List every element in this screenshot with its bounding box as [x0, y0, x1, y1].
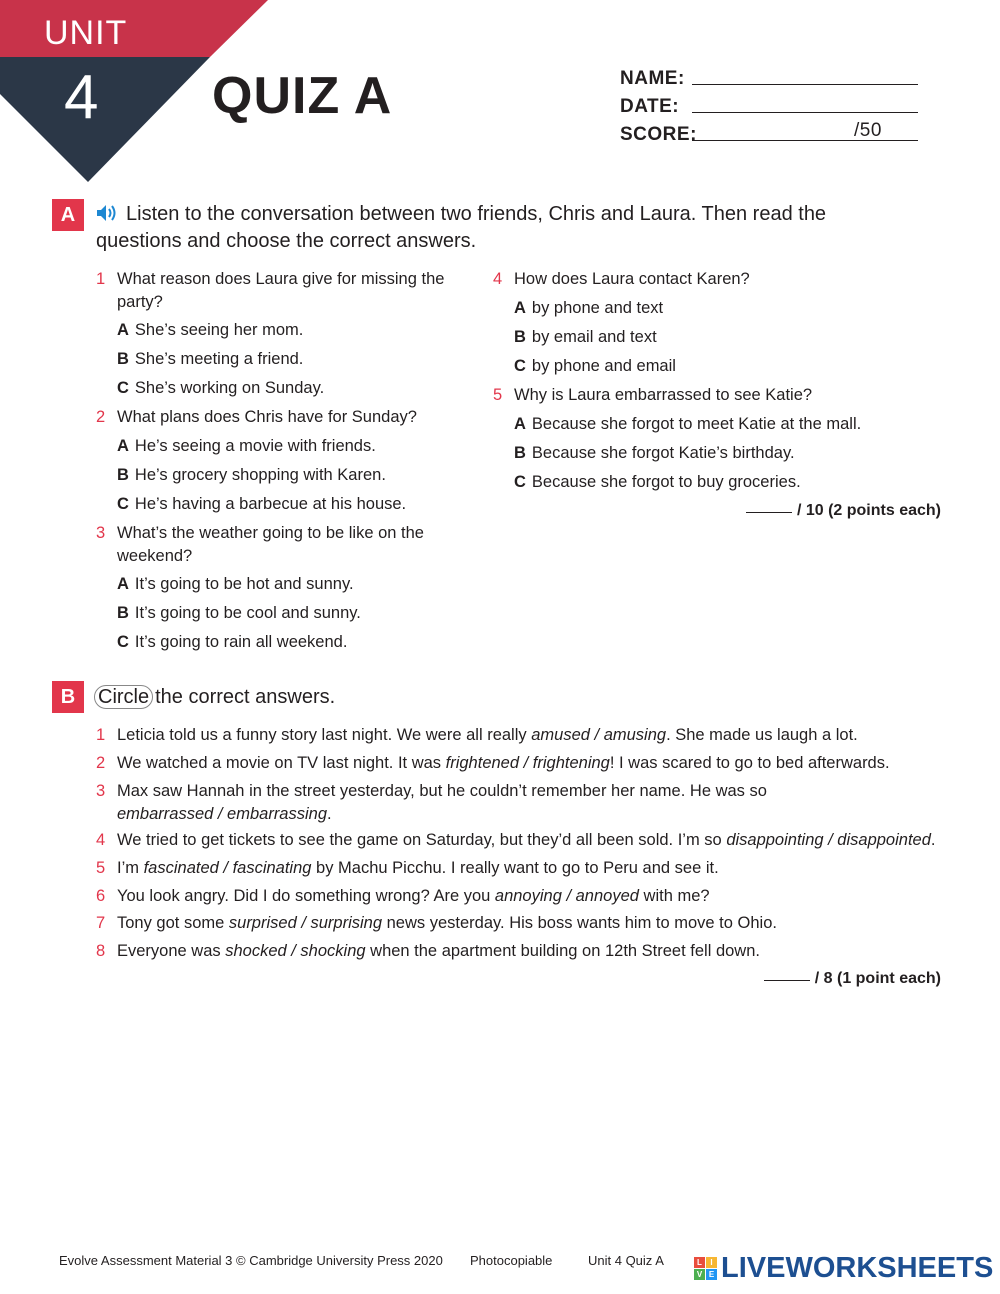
section-a-score [746, 502, 941, 520]
option-text: Because she forgot to meet Katie at the mall. [531, 415, 862, 433]
option-text: It’s going to be hot and sunny. [134, 575, 354, 593]
question-2 [96, 406, 476, 429]
option-3a[interactable] [117, 573, 354, 596]
option-1b[interactable] [117, 348, 303, 371]
option-text: He’s grocery shopping with Karen. [134, 466, 386, 484]
option-1c[interactable] [117, 377, 324, 400]
option-3b[interactable] [117, 602, 361, 625]
sentence-3 [96, 780, 796, 826]
option-letter: B [117, 350, 129, 368]
date-label: DATE: [620, 96, 680, 117]
option-5c[interactable] [514, 471, 801, 494]
word-choice[interactable]: shocked / shocking [225, 942, 366, 960]
sentence-number: 1 [96, 726, 106, 744]
liveworksheets-logo[interactable] [694, 1253, 993, 1283]
score-label: SCORE: [620, 124, 697, 145]
section-a-instruction [96, 201, 916, 255]
sentence-text: ! I was scared to go to bed afterwards. [609, 754, 890, 772]
option-text: She’s meeting a friend. [134, 350, 304, 368]
sentence-text: . [327, 805, 332, 823]
logo-block: E [706, 1269, 717, 1280]
score-blank[interactable] [764, 980, 810, 981]
sentence-5 [96, 857, 956, 880]
sentence-text: I’m [117, 859, 144, 877]
sentence-7 [96, 912, 956, 935]
logo-block: V [694, 1269, 705, 1280]
word-choice[interactable]: embarrassed / embarrassing [117, 805, 328, 823]
question-number: 2 [96, 408, 106, 426]
question-text: What’s the weather going to be like on the weekend? [117, 524, 424, 565]
page-title: QUIZ A [212, 67, 393, 125]
word-choice[interactable]: disappointing / disappointed [726, 831, 931, 849]
option-text: by phone and text [531, 299, 664, 317]
option-letter: C [117, 633, 129, 651]
sentence-number: 8 [96, 942, 106, 960]
option-text: It’s going to be cool and sunny. [134, 604, 361, 622]
option-letter: A [514, 299, 526, 317]
question-number: 4 [493, 270, 503, 288]
option-4c[interactable] [514, 355, 676, 378]
option-letter: B [117, 466, 129, 484]
option-4a[interactable] [514, 297, 663, 320]
sentence-number: 2 [96, 754, 106, 772]
sentence-text: You look angry. Did I do something wrong? Are you [117, 887, 495, 905]
date-row [620, 94, 920, 122]
footer-copyright: Evolve Assessment Material 3 © Cambridge University Press 2020 [59, 1253, 443, 1268]
score-text: / 8 (1 point each) [814, 970, 941, 987]
footer-photocopiable: Photocopiable [470, 1253, 553, 1268]
option-text: She’s working on Sunday. [134, 379, 325, 397]
option-letter: C [117, 495, 129, 513]
sentence-number: 5 [96, 859, 106, 877]
option-text: by phone and email [531, 357, 676, 375]
sentence-text: We tried to get tickets to see the game on Saturday, but they’d all been sold. I’m so [117, 831, 727, 849]
question-text: What plans does Chris have for Sunday? [117, 408, 417, 426]
option-1a[interactable] [117, 319, 303, 342]
unit-word: UNIT [44, 14, 128, 52]
option-letter: C [514, 357, 526, 375]
logo-text: LIVEWORKSHEETS [721, 1251, 994, 1284]
option-letter: B [514, 444, 526, 462]
option-text: It’s going to rain all weekend. [134, 633, 348, 651]
unit-number: 4 [64, 63, 99, 132]
word-choice[interactable]: amused / amusing [531, 726, 667, 744]
option-text: Because she forgot to buy groceries. [531, 473, 801, 491]
score-row [620, 122, 920, 150]
option-3c[interactable] [117, 631, 347, 654]
question-3 [96, 522, 446, 568]
option-letter: C [117, 379, 129, 397]
section-b-badge: B [52, 681, 84, 713]
name-field[interactable] [692, 84, 918, 85]
speaker-icon[interactable] [96, 204, 118, 222]
sentence-text: Tony got some [117, 914, 229, 932]
name-label: NAME: [620, 68, 685, 89]
question-5 [493, 384, 913, 407]
option-5a[interactable] [514, 413, 861, 436]
word-choice[interactable]: surprised / surprising [228, 914, 383, 932]
section-a-text: Listen to the conversation between two friends, Chris and Laura. Then read the questions and choose the correct answers. [96, 203, 827, 252]
option-2b[interactable] [117, 464, 386, 487]
word-choice[interactable]: frightened / frightening [445, 754, 610, 772]
question-text: Why is Laura embarrassed to see Katie? [514, 386, 813, 404]
option-text: She’s seeing her mom. [134, 321, 304, 339]
option-text: He’s having a barbecue at his house. [134, 495, 407, 513]
sentence-number: 3 [96, 782, 106, 800]
option-text: Because she forgot Katie’s birthday. [531, 444, 795, 462]
score-blank[interactable] [746, 512, 792, 513]
question-number: 5 [493, 386, 503, 404]
section-b-text: the correct answers. [155, 686, 336, 708]
sentence-6 [96, 885, 956, 908]
option-letter: A [117, 575, 129, 593]
sentence-8 [96, 940, 956, 963]
sentence-text: with me? [638, 887, 710, 905]
logo-block: I [706, 1257, 717, 1268]
sentence-4 [96, 829, 966, 852]
question-number: 1 [96, 270, 106, 288]
circle-word: Circle [94, 685, 153, 709]
option-letter: C [514, 473, 526, 491]
sentence-text: Everyone was [117, 942, 226, 960]
score-total: /50 [854, 120, 882, 141]
logo-blocks-icon [694, 1257, 717, 1280]
sentence-text: when the apartment building on 12th Street fell down. [365, 942, 760, 960]
section-a-badge: A [52, 199, 84, 231]
option-letter: B [514, 328, 526, 346]
question-number: 3 [96, 524, 106, 542]
option-letter: A [117, 437, 129, 455]
sentence-text: Leticia told us a funny story last night. We were all really [117, 726, 532, 744]
sentence-text: . She made us laugh a lot. [666, 726, 858, 744]
sentence-text: . [930, 831, 936, 849]
option-2c[interactable] [117, 493, 406, 516]
sentence-2 [96, 752, 956, 775]
score-text: / 10 (2 points each) [796, 502, 941, 519]
name-row [620, 66, 920, 94]
sentence-1 [96, 724, 956, 747]
option-letter: A [117, 321, 129, 339]
word-choice[interactable]: fascinated / fascinating [143, 859, 312, 877]
question-text: What reason does Laura give for missing the party? [117, 270, 445, 311]
sentence-number: 4 [96, 831, 106, 849]
option-text: He’s seeing a movie with friends. [134, 437, 376, 455]
option-text: by email and text [531, 328, 657, 346]
option-4b[interactable] [514, 326, 657, 349]
question-text: How does Laura contact Karen? [514, 270, 750, 288]
sentence-number: 7 [96, 914, 106, 932]
sentence-number: 6 [96, 887, 106, 905]
option-5b[interactable] [514, 442, 795, 465]
sentence-text: We watched a movie on TV last night. It was [117, 754, 446, 772]
word-choice[interactable]: annoying / annoyed [494, 887, 639, 905]
sentence-text: news yesterday. His boss wants him to move to Ohio. [382, 914, 777, 932]
student-info [620, 66, 920, 150]
option-letter: B [117, 604, 129, 622]
section-b-instruction [94, 684, 335, 711]
option-2a[interactable] [117, 435, 376, 458]
footer-unit-label: Unit 4 Quiz A [588, 1253, 664, 1268]
score-field[interactable] [692, 140, 918, 141]
date-field[interactable] [692, 112, 918, 113]
section-b-score [764, 970, 941, 988]
question-1 [96, 268, 456, 314]
question-4 [493, 268, 893, 291]
sentence-text: Max saw Hannah in the street yesterday, but he couldn’t remember her name. He was so [117, 782, 767, 800]
sentence-text: by Machu Picchu. I really want to go to Peru and see it. [311, 859, 719, 877]
logo-block: L [694, 1257, 705, 1268]
option-letter: A [514, 415, 526, 433]
